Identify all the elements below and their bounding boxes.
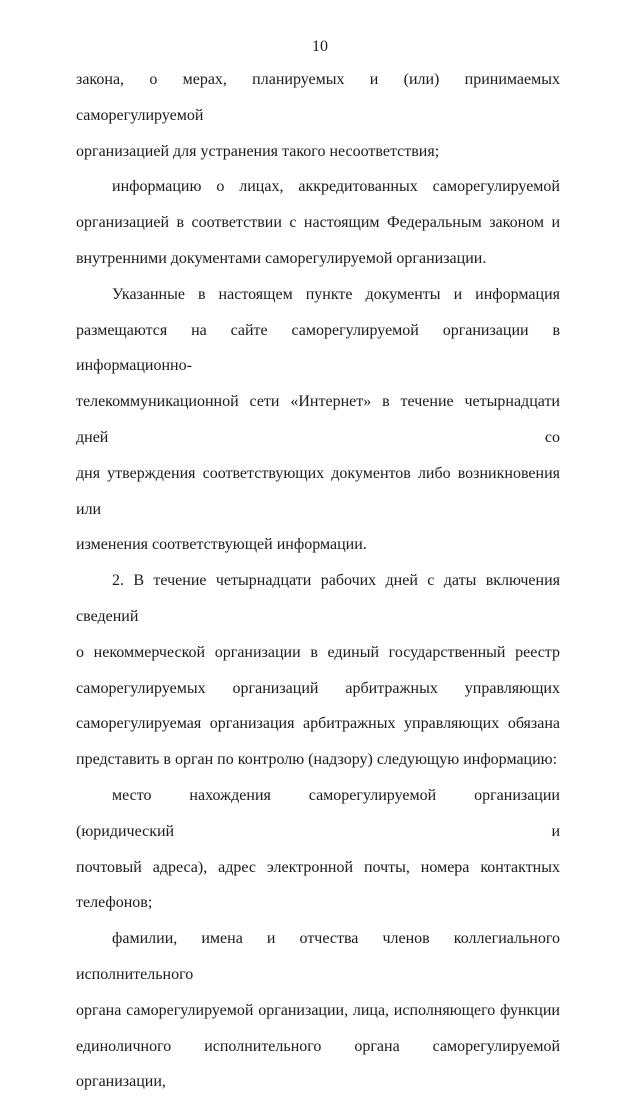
text-line: представить в орган по контролю (надзору) следующую информацию: — [76, 751, 558, 769]
text-line: изменения соответствующей информации. — [76, 536, 367, 554]
text-line: саморегулируемая организация арбитражных управляющих обязана — [76, 715, 560, 733]
text-line: место нахождения саморегулируемой организации (юридический и — [76, 786, 560, 840]
text-line: Указанные в настоящем пункте документы и информация — [112, 285, 560, 303]
text-line: закона, о мерах, планируемых и (или) принимаемых саморегулируемой — [76, 71, 560, 124]
text-line: о некоммерческой организации в единый государственный реестр — [76, 643, 560, 661]
text-line: фамилии, имена и отчества членов коллегиального исполнительного — [76, 930, 560, 983]
text-line: размещаются на сайте саморегулируемой организации в информационно- — [76, 321, 560, 375]
text-line: органа саморегулируемой организации, лица, исполняющего функции — [76, 1001, 560, 1019]
document-body — [76, 62, 560, 1100]
text-line: информацию о лицах, аккредитованных саморегулируемой — [112, 178, 560, 196]
text-line: почтовый адреса), адрес электронной почты, номера контактных — [76, 858, 560, 876]
text-line: внутренними документами саморегулируемой организации. — [76, 249, 487, 267]
page-number: 10 — [312, 38, 328, 55]
text-line: организацией в соответствии с настоящим Федеральным законом и — [76, 214, 560, 232]
text-line: телекоммуникационной сети «Интернет» в течение четырнадцати дней со — [76, 393, 560, 446]
text-line: единоличного исполнительного органа саморегулируемой организации, — [76, 1037, 560, 1091]
text-line: саморегулируемых организаций арбитражных управляющих — [76, 679, 560, 697]
text-line: 2. В течение четырнадцати рабочих дней с даты включения сведений — [76, 572, 560, 625]
text-line: телефонов; — [76, 894, 153, 912]
text-line: дня утверждения соответствующих документов либо возникновения или — [76, 464, 560, 518]
text-line: организацией для устранения такого несоответствия; — [76, 142, 440, 160]
